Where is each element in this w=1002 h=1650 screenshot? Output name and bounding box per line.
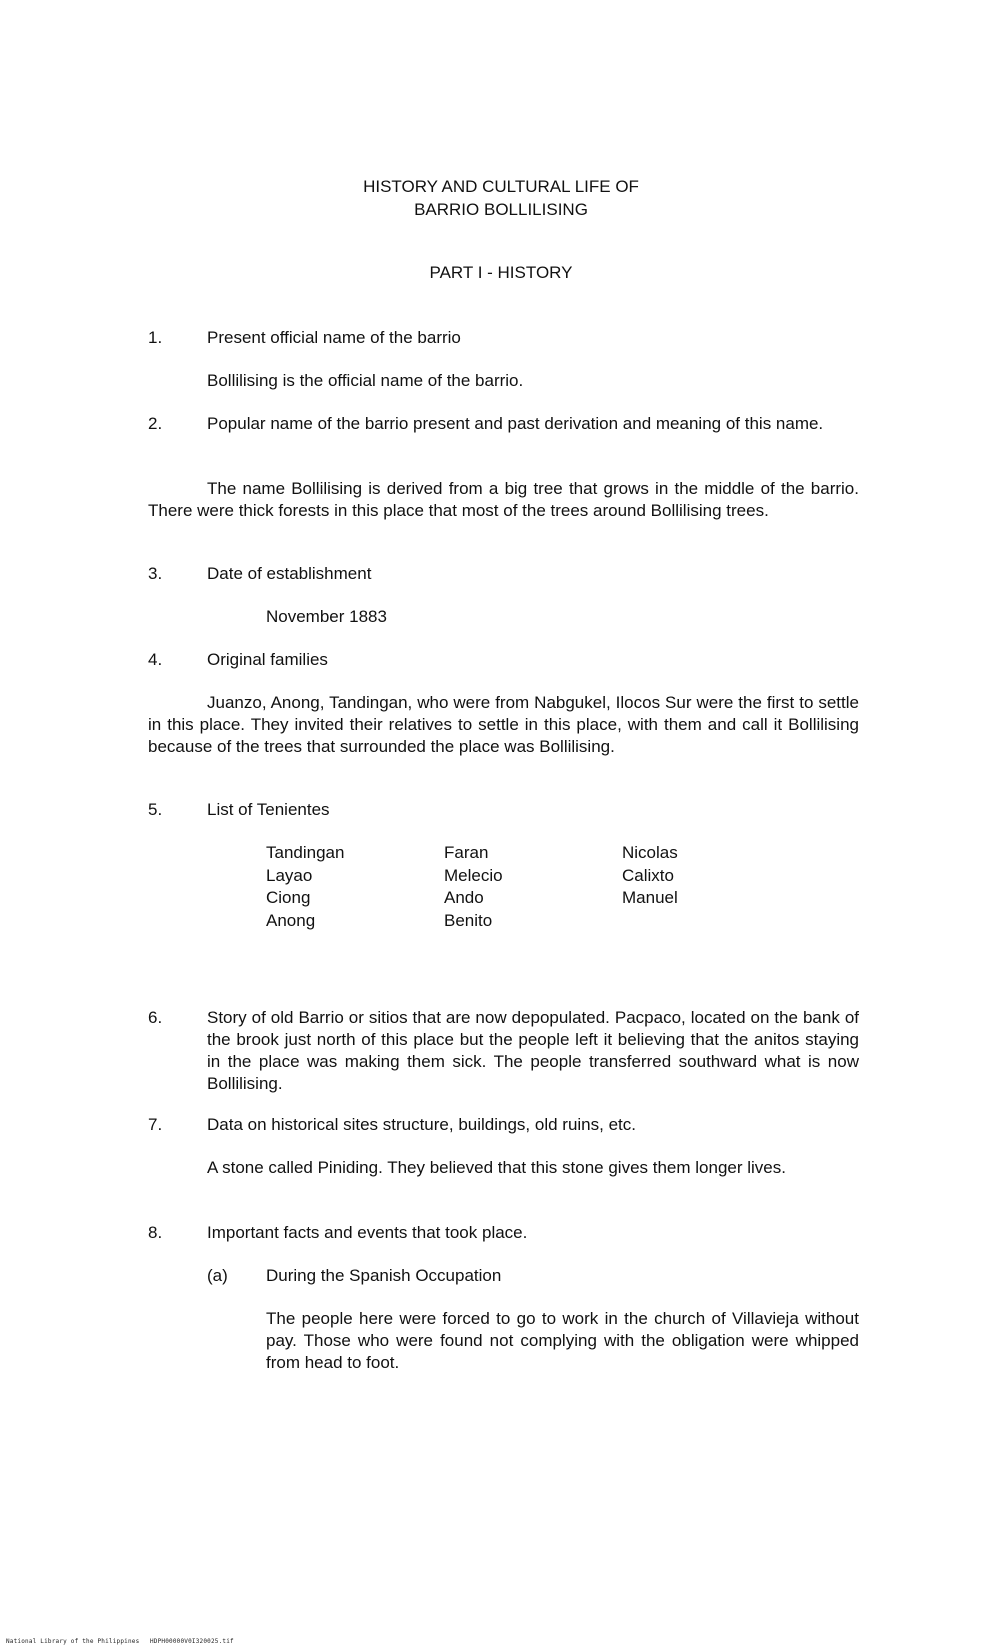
tenientes-column-2 xyxy=(444,842,503,932)
teniente-name: Manuel xyxy=(622,888,678,907)
part-heading: PART I - HISTORY xyxy=(429,263,573,282)
teniente-name: Layao xyxy=(266,865,313,885)
item-answer: Juanzo, Anong, Tandingan, who were from Nabgukel, Ilocos Sur were the first to settle in this place. They invited their relatives to settle in this place, with them and call it Bollilising because of the trees that surrounded the place was Bollilising. xyxy=(148,693,859,756)
item-answer: The name Bollilising is derived from a big tree that grows in the middle of the barrio. There were thick forests in this place that most of the trees around Bollilising trees. xyxy=(148,479,859,520)
title-line-1: HISTORY AND CULTURAL LIFE OF xyxy=(363,177,639,196)
tenientes-column-1 xyxy=(266,842,344,932)
item-number: 2. xyxy=(148,414,163,433)
item-heading: List of Tenientes xyxy=(207,800,330,819)
item-heading: Original families xyxy=(207,650,328,669)
item-heading: Story of old Barrio or sitios that are now depopulated. Pacpaco, located on the bank of the brook just north of this place but the people left it believing that the anitos staying in the place was making them sick. The people transferred southward what is now Bollilising. xyxy=(207,1008,859,1093)
footer-file-label: HDPH00000V0I320025.tif xyxy=(150,1638,234,1645)
document-title xyxy=(0,175,1002,221)
item-number: 4. xyxy=(148,650,163,669)
teniente-name: Benito xyxy=(444,910,493,930)
item-heading: Data on historical sites structure, buildings, old ruins, etc. xyxy=(207,1115,636,1134)
sub-item-answer: The people here were forced to go to work in the church of Villavieja without pay. Those who were found not complying with the obligation were whipped from head to foot. xyxy=(266,1309,859,1372)
item-answer: Bollilising is the official name of the barrio. xyxy=(207,371,524,390)
teniente-name: Melecio xyxy=(444,865,503,885)
teniente-name: Faran xyxy=(444,843,489,862)
item-heading: Popular name of the barrio present and past derivation and meaning of this name. xyxy=(207,414,824,433)
tenientes-column-3 xyxy=(622,842,678,910)
item-answer: A stone called Piniding. They believed that this stone gives them longer lives. xyxy=(207,1158,786,1177)
teniente-name: Tandingan xyxy=(266,843,345,862)
item-heading: Important facts and events that took place. xyxy=(207,1223,528,1242)
item-number: 7. xyxy=(148,1115,163,1134)
item-number: 1. xyxy=(148,328,163,347)
item-number: 3. xyxy=(148,564,163,583)
sub-item-label: (a) xyxy=(207,1266,228,1285)
teniente-name: Anong xyxy=(266,910,316,930)
footer-source-label: National Library of the Philippines xyxy=(6,1638,140,1645)
sub-item-heading: During the Spanish Occupation xyxy=(266,1266,502,1285)
establishment-date: November 1883 xyxy=(266,607,387,626)
teniente-name: Ciong xyxy=(266,888,311,907)
teniente-name: Calixto xyxy=(622,865,674,885)
item-heading: Date of establishment xyxy=(207,564,372,583)
item-number: 8. xyxy=(148,1223,163,1242)
teniente-name: Ando xyxy=(444,888,484,907)
teniente-name: Nicolas xyxy=(622,843,678,862)
item-heading: Present official name of the barrio xyxy=(207,328,461,347)
item-number: 6. xyxy=(148,1008,163,1027)
title-line-2: BARRIO BOLLILISING xyxy=(414,200,588,219)
item-number: 5. xyxy=(148,800,163,819)
